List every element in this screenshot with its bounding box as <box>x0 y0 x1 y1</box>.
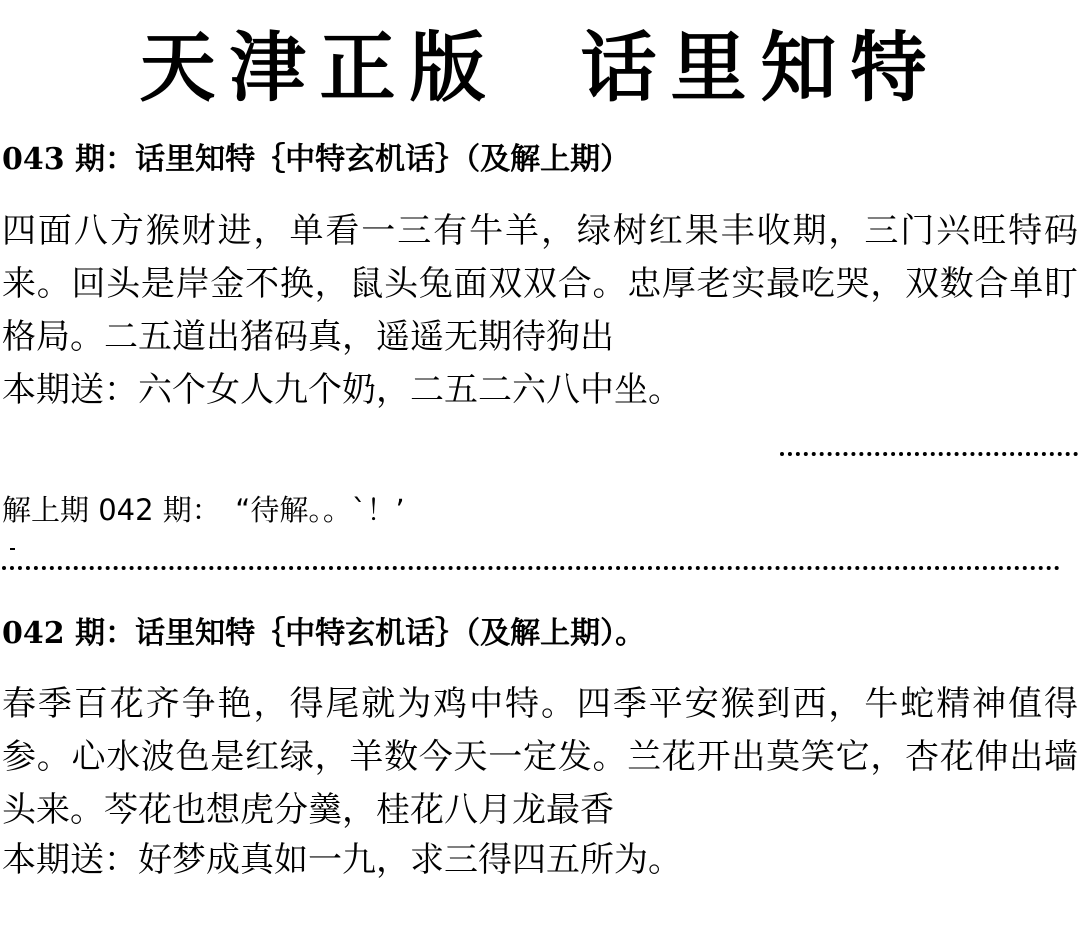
section-042-heading: 042 期：话里知特｛中特玄机话｝（及解上期）。 <box>2 616 646 651</box>
section-043-body: 四面八方猴财进，单看一三有牛羊，绿树红果丰收期，三门兴旺特码来。回头是岸金不换，鼠头兔面双双合。忠厚老实最吃哭，双数合单盯格局。二五道出猪码真，遥遥无期待狗出 <box>2 211 1078 357</box>
prev-solution-line: 解上期 042 期： “待解。。`！’ <box>2 493 405 527</box>
stray-mark <box>10 548 15 550</box>
section-042-gift: 本期送：好梦成真如一九，求三得四五所为。 <box>2 840 682 880</box>
dotted-divider-long <box>2 566 1060 570</box>
section-043-gift: 本期送：六个女人九个奶，二五二六八中坐。 <box>2 370 682 410</box>
dotted-divider-short <box>780 452 1078 456</box>
page-title: 天津正版 话里知特 <box>139 23 941 112</box>
section-043-heading: 043 期：话里知特｛中特玄机话｝（及解上期） <box>2 142 631 177</box>
section-042-body: 春季百花齐争艳，得尾就为鸡中特。四季平安猴到西，牛蛇精神值得参。心水波色是红绿，羊数今天一定发。兰花开出莫笑它，杏花伸出墙头来。芩花也想虎分羹，桂花八月龙最香 <box>2 684 1078 830</box>
